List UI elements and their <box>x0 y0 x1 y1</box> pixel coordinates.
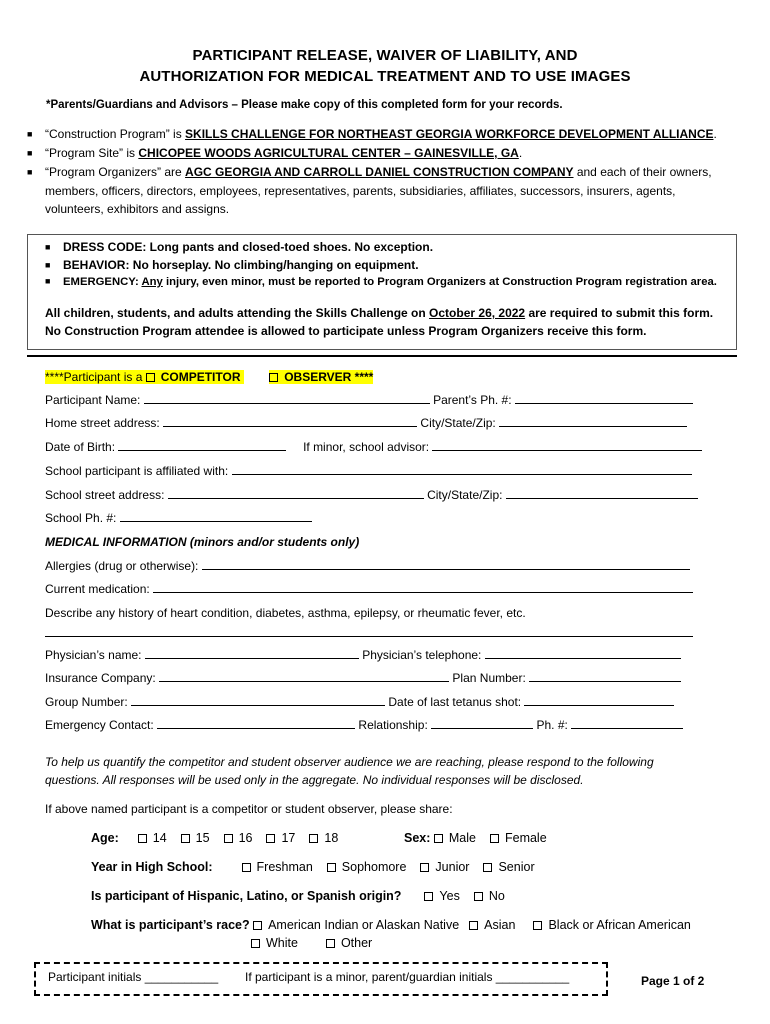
home-address-row: Home street address: City/State/Zip: <box>45 416 687 430</box>
sex-row: Sex: Male Female <box>404 831 547 845</box>
plan-number-field[interactable] <box>529 681 681 682</box>
checkbox-icon <box>181 834 190 843</box>
checkbox-icon <box>269 373 278 382</box>
insurance-field[interactable] <box>159 681 449 682</box>
race-option[interactable]: American Indian or Alaskan Native <box>253 918 459 932</box>
age-row: Age: 14 15 16 17 18 <box>91 831 339 845</box>
medical-heading: MEDICAL INFORMATION (minors and/or students only) <box>45 535 360 549</box>
bullet-icon: ■ <box>45 242 51 252</box>
history-field[interactable] <box>45 636 693 637</box>
survey-intro-line1: To help us quantify the competitor and student observer audience we are reaching, please respond to the following <box>45 755 654 769</box>
tetanus-date-field[interactable] <box>524 705 674 706</box>
checkbox-icon <box>138 834 147 843</box>
definition-organizers-line3: volunteers, exhibitors and assigns. <box>45 202 230 216</box>
hispanic-row: Is participant of Hispanic, Latino, or Spanish origin? Yes No <box>91 889 505 903</box>
copy-note: *Parents/Guardians and Advisors – Please make copy of this completed form for your records. <box>46 99 563 111</box>
group-row: Group Number: Date of last tetanus shot: <box>45 695 674 709</box>
age-option[interactable]: 15 <box>181 831 210 845</box>
sex-male-option[interactable]: Male <box>434 831 476 845</box>
bullet-icon: ■ <box>27 148 33 158</box>
checkbox-icon <box>309 834 318 843</box>
behavior-rule: ■ BEHAVIOR: No horseplay. No climbing/hanging on equipment. <box>45 258 419 272</box>
participant-name-row: Participant Name: Parent’s Ph. #: <box>45 393 693 407</box>
checkbox-icon <box>253 921 262 930</box>
definition-organizers-line2: members, officers, directors, employees, representatives, parents, subsidiaries, affiliates, successors, insurers, agents, <box>45 184 676 198</box>
checkbox-icon <box>533 921 542 930</box>
school-phone-field[interactable] <box>120 521 312 522</box>
checkbox-icon <box>146 373 155 382</box>
medication-field[interactable] <box>153 592 693 593</box>
bullet-icon: ■ <box>45 260 51 270</box>
checkbox-icon <box>224 834 233 843</box>
checkbox-icon <box>251 939 260 948</box>
participant-name-field[interactable] <box>144 403 430 404</box>
race-row: What is participant’s race? American Indian or Alaskan Native Asian Black or African American <box>91 918 691 932</box>
bullet-icon: ■ <box>45 276 51 286</box>
survey-share: If above named participant is a competitor or student observer, please share: <box>45 802 453 816</box>
form-title-line2: AUTHORIZATION FOR MEDICAL TREATMENT AND TO USE IMAGES <box>139 68 631 85</box>
physician-name-field[interactable] <box>145 658 359 659</box>
form-title-line1: PARTICIPANT RELEASE, WAIVER OF LIABILITY, AND <box>192 47 578 64</box>
observer-checkbox[interactable]: OBSERVER <box>269 370 351 384</box>
age-option[interactable]: 14 <box>138 831 167 845</box>
dob-row: Date of Birth: If minor, school advisor: <box>45 440 702 454</box>
school-city-state-zip-field[interactable] <box>506 498 698 499</box>
hispanic-no-option[interactable]: No <box>474 889 505 903</box>
checkbox-icon <box>242 863 251 872</box>
guardian-initials[interactable]: If participant is a minor, parent/guardian initials ___________ <box>245 970 570 984</box>
school-address-field[interactable] <box>168 498 424 499</box>
parent-phone-field[interactable] <box>515 403 693 404</box>
school-affiliated-field[interactable] <box>232 474 692 475</box>
checkbox-icon <box>326 939 335 948</box>
page-number: Page 1 of 2 <box>641 974 705 988</box>
checkbox-icon <box>266 834 275 843</box>
participation-notice: No Construction Program attendee is allowed to participate unless Program Organizers receive this form. <box>45 324 647 338</box>
emergency-phone-field[interactable] <box>571 728 683 729</box>
year-row: Year in High School: Freshman Sophomore Junior Senior <box>91 860 535 874</box>
checkbox-icon <box>483 863 492 872</box>
year-option[interactable]: Sophomore <box>327 860 407 874</box>
definition-program-organizers: ■ “Program Organizers” are AGC GEORGIA AND CARROLL DANIEL CONSTRUCTION COMPANY and each of their owners, <box>27 165 712 179</box>
checkbox-icon <box>469 921 478 930</box>
history-label: Describe any history of heart condition, diabetes, asthma, epilepsy, or rheumatic fever, etc. <box>45 606 526 620</box>
allergies-row: Allergies (drug or otherwise): <box>45 559 690 573</box>
hispanic-yes-option[interactable]: Yes <box>424 889 459 903</box>
checkbox-icon <box>434 834 443 843</box>
age-option[interactable]: 17 <box>266 831 295 845</box>
home-address-field[interactable] <box>163 426 417 427</box>
allergies-field[interactable] <box>202 569 690 570</box>
survey-intro-line2: questions. All responses will be used only in the aggregate. No individual responses will be disclosed. <box>45 773 584 787</box>
school-advisor-field[interactable] <box>432 450 702 451</box>
sex-female-option[interactable]: Female <box>490 831 547 845</box>
relationship-field[interactable] <box>431 728 533 729</box>
group-number-field[interactable] <box>131 705 385 706</box>
emergency-rule: ■ EMERGENCY: Any injury, even minor, must be reported to Program Organizers at Construction Program registration area. <box>45 276 717 288</box>
bullet-icon: ■ <box>27 129 33 139</box>
race-option[interactable]: Black or African American <box>533 918 690 932</box>
section-divider <box>27 355 737 357</box>
physician-phone-field[interactable] <box>485 658 681 659</box>
bullet-icon: ■ <box>27 167 33 177</box>
checkbox-icon <box>327 863 336 872</box>
checkbox-icon <box>490 834 499 843</box>
school-affiliated-row: School participant is affiliated with: <box>45 464 692 478</box>
participant-initials[interactable]: Participant initials ___________ <box>48 970 219 984</box>
insurance-row: Insurance Company: Plan Number: <box>45 671 681 685</box>
dob-field[interactable] <box>118 450 286 451</box>
checkbox-icon <box>474 892 483 901</box>
emergency-contact-row: Emergency Contact: Relationship: Ph. #: <box>45 718 683 732</box>
age-option[interactable]: 18 <box>309 831 338 845</box>
year-option[interactable]: Senior <box>483 860 534 874</box>
definition-program-site: ■ “Program Site” is CHICOPEE WOODS AGRICULTURAL CENTER – GAINESVILLE, GA. <box>27 146 523 160</box>
competitor-checkbox[interactable]: COMPETITOR <box>146 370 241 384</box>
race-option[interactable]: Asian <box>469 918 515 932</box>
submission-notice: All children, students, and adults attending the Skills Challenge on October 26, 2022 are required to submit this form. <box>45 306 714 320</box>
year-option[interactable]: Junior <box>420 860 469 874</box>
physician-row: Physician’s name: Physician’s telephone: <box>45 648 681 662</box>
race-option[interactable]: Other <box>326 936 372 950</box>
checkbox-icon <box>424 892 433 901</box>
race-row-2 <box>251 936 386 950</box>
dress-code-rule: ■ DRESS CODE: Long pants and closed-toed shoes. No exception. <box>45 240 434 254</box>
school-address-row: School street address: City/State/Zip: <box>45 488 698 502</box>
race-option[interactable]: White <box>251 936 298 950</box>
definition-construction-program: ■ “Construction Program” is SKILLS CHALLENGE FOR NORTHEAST GEORGIA WORKFORCE DEVELOPMENT ALLIANCE. <box>27 127 717 141</box>
school-phone-row: School Ph. #: <box>45 511 312 525</box>
year-option[interactable]: Freshman <box>242 860 313 874</box>
emergency-contact-field[interactable] <box>157 728 355 729</box>
participant-type-row: ****Participant is a COMPETITOR OBSERVER **** <box>45 370 374 384</box>
medication-row: Current medication: <box>45 582 693 596</box>
checkbox-icon <box>420 863 429 872</box>
age-option[interactable]: 16 <box>224 831 253 845</box>
home-city-state-zip-field[interactable] <box>499 426 687 427</box>
